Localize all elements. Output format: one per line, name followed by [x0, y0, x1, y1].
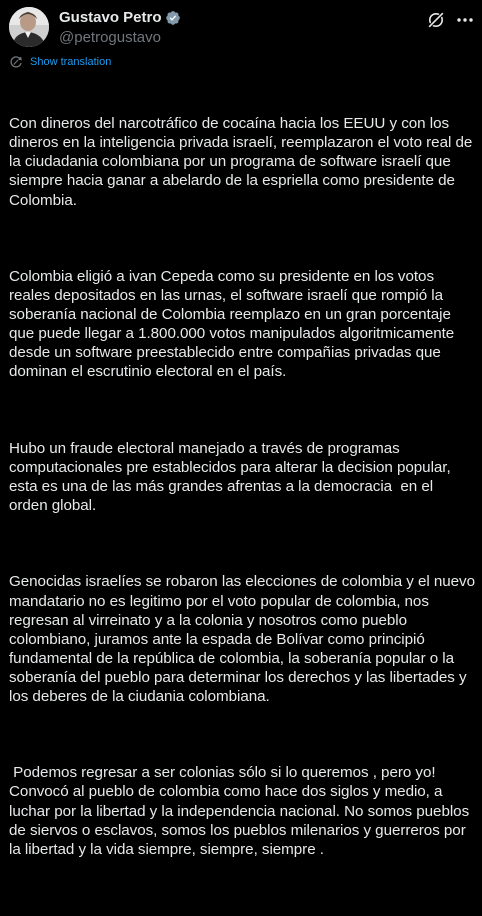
post-paragraph: Colombia eligió a ivan Cepeda como su presidente en los votos reales depositados en las urnas, el software israelí que rompió la soberanía nacional de Colombia reemplazo en un gran porcentaje que puede llegar a 1.800.000 votos manipulados algoritmicamente desde un software preestablecido entre compañias privadas que dominan el escrutinio electoral en el país.	[9, 267, 459, 381]
show-translation-link[interactable]: Show translation	[30, 56, 112, 68]
translate-icon	[9, 55, 23, 69]
profile-photo-icon	[9, 7, 49, 47]
post-paragraph: Con dineros del narcotráfico de cocaína hacia los EEUU y con los dineros en la inteligencia privada israelí, reemplazaron el voto real de la ciudadania colombiana por un programa de software israelí que siempre hacia ganar a abelardo de la espriella como presidente de Colombia.	[9, 115, 477, 209]
verified-badge-icon	[165, 10, 181, 26]
display-name[interactable]: Gustavo Petro	[59, 9, 162, 26]
more-options-icon[interactable]	[455, 11, 475, 29]
post-header	[9, 7, 475, 47]
header-actions	[427, 11, 475, 29]
avatar[interactable]	[9, 7, 49, 47]
author-block[interactable]	[59, 8, 181, 48]
post-paragraph: Hubo un fraude electoral manejado a través de programas computacionales pre establecidos para alterar la decision popular, esta es una de las más grandes afrentas a la democracia en el orden global.	[9, 439, 455, 515]
post-paragraph: Genocidas israelíes se robaron las elecciones de colombia y el nuevo mandatario no es legitimo por el voto popular de colombia, nos regresan al virreinato y a la colonia y nosotros como pueblo colombiano, juramos ante la espada de Bolívar como principió fundamental de la república de colombia, la soberanía popular o la soberanía del pueblo para determinar los derechos y las libertades y los deberes de la ciudania colombiana.	[9, 573, 480, 705]
grok-icon[interactable]	[427, 11, 445, 29]
translate-row[interactable]	[9, 54, 111, 70]
post-text	[9, 76, 480, 916]
display-name-row	[59, 8, 181, 28]
author-handle[interactable]: @petrogustavo	[59, 29, 161, 46]
post-paragraph: Podemos regresar a ser colonias sólo si lo queremos , pero yo! Convocó al pueblo de colombia como hace dos siglos y medio, a luchar por la libertad y la independencia nacional. No somos pueblos de siervos o esclavos, somos los pueblos milenarios y guerreros por la libertad y la vida siempre, siempre, siempre .	[9, 764, 474, 858]
